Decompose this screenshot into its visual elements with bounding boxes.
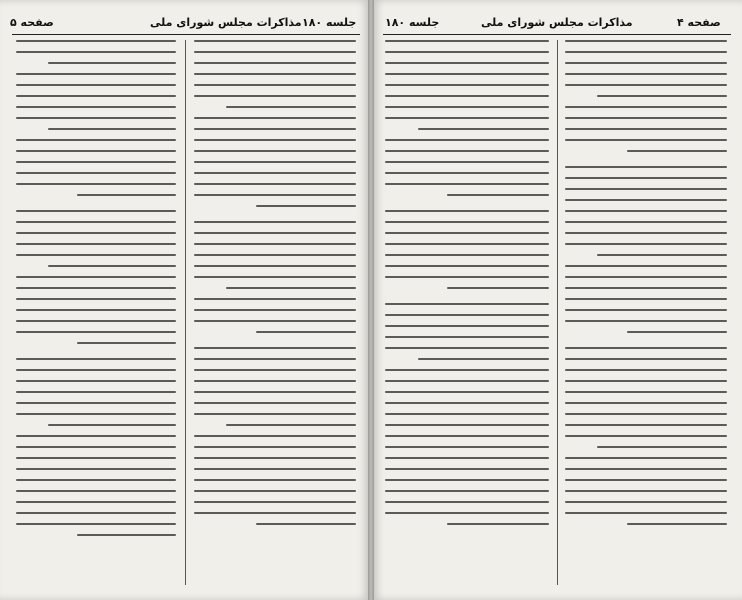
right-running-title: مذاکرات مجلس شورای ملی — [481, 16, 633, 29]
left-header-rule — [12, 34, 360, 35]
left-page-header — [10, 12, 362, 34]
left-page-column-2 — [194, 40, 356, 588]
right-page-header — [381, 12, 733, 34]
left-session-label: جلسه ۱۸۰ — [302, 16, 357, 29]
left-page-number: صفحه ۵ — [10, 16, 54, 29]
right-page-number: صفحه ۴ — [677, 16, 721, 29]
right-header-rule — [383, 34, 731, 35]
left-running-title: مذاکرات مجلس شورای ملی — [150, 16, 302, 29]
right-session-label: جلسه ۱۸۰ — [385, 16, 440, 29]
left-column-divider — [185, 40, 186, 585]
right-page-column-2 — [565, 40, 727, 588]
left-page-column-1 — [16, 40, 176, 588]
book-spine — [368, 0, 374, 600]
right-page — [371, 0, 742, 600]
right-column-divider — [557, 40, 558, 585]
right-page-column-1 — [385, 40, 549, 588]
